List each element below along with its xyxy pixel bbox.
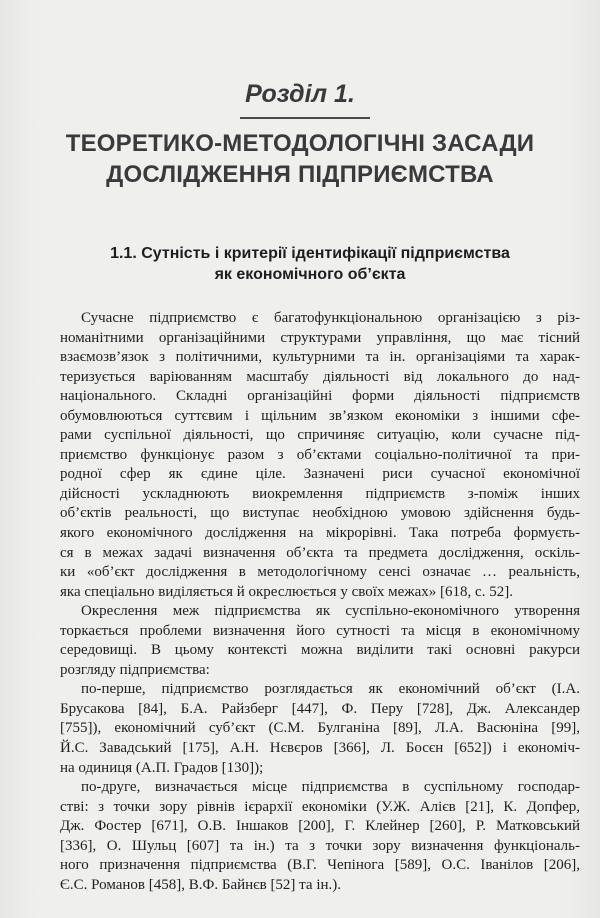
- body-text: [60, 309, 580, 895]
- section-title-line: 1.1. Сутність і критерії ідентифікації підприємства: [110, 245, 510, 262]
- chapter-title-line: ТЕОРЕТИКО-МЕТОДОЛОГІЧНІ ЗАСАДИ: [65, 130, 535, 157]
- text-line: ного призначення підприємства (В.Г. Чепінога [589], О.С. Іванілов [206],: [60, 857, 580, 874]
- chapter-title: [0, 128, 600, 190]
- text-line: Брусакова [84], Б.А. Райзберг [447], Ф. Перу [728], Дж. Александер: [60, 700, 580, 717]
- text-line: торкається проблеми визначення його сутності та місця в економічному: [60, 622, 580, 639]
- text-line: [336], О. Шульц [607] та ін.) та з точки зору визначення функціональ-: [60, 837, 580, 854]
- text-line: на одиниця (А.П. Градов [130]);: [60, 759, 264, 776]
- text-line: середовищі. В цьому контексті можна виділити такі основні ракурси: [60, 642, 580, 659]
- chapter-underline: [240, 117, 370, 119]
- section-title-line: як економічного об’єкта: [214, 266, 406, 283]
- text-line: [755]), економічний суб’єкт (С.М. Булганіна [89], Л.А. Васюніна [99],: [60, 720, 580, 737]
- text-line: об’єктів реальності, що виступає необхідною умовою здійснення будь-: [60, 505, 580, 522]
- text-line: ся в межах задачі визначення об’єкта та предмета дослідження, оскіль-: [60, 544, 580, 561]
- text-line: по-перше, підприємство розглядається як економічний об’єкт (І.А.: [81, 681, 580, 698]
- text-line: номанітними організаційними структурами управління, що має тісний: [60, 329, 580, 346]
- text-line: яка спеціально виділяється й окреслюється у своїх межах» [618, с. 52].: [60, 583, 513, 600]
- text-line: Сучасне підприємство є багатофункціональною організацією з різ-: [81, 310, 580, 326]
- text-line: стві: з точки зору рівнів ієрархії економіки (У.Ж. Алієв [21], К. Допфер,: [60, 798, 580, 815]
- text-line: дійсності ускладнюють виокремлення підприємств з-поміж інших: [60, 485, 580, 502]
- text-line: якого економічного дослідження на мікрорівні. Така потреба формуєть-: [60, 525, 580, 542]
- section-title: [60, 243, 560, 285]
- text-line: національного. Складні організаційні форми діяльності підприємств: [60, 388, 580, 405]
- text-line: ки «об’єкт дослідження в методологічному сенсі означає … реальність,: [60, 564, 580, 581]
- chapter-title-line: ДОСЛІДЖЕННЯ ПІДПРИЄМСТВА: [106, 161, 494, 188]
- text-line: теризується варіюванням масштабу діяльності від локального до над-: [60, 368, 580, 385]
- text-line: приємство функціонує разом з об’єктами соціально-політичної та при-: [60, 446, 580, 463]
- chapter-label: Розділ 1.: [245, 80, 355, 108]
- text-line: Є.С. Романов [458], В.Ф. Байнєв [52] та ін.).: [60, 876, 342, 893]
- text-line: родної сфер як єдине ціле. Зазначені риси сучасної економічної: [60, 466, 580, 483]
- text-line: Дж. Фостер [671], О.В. Іншаков [200], Г. Клейнер [260], Р. Матковський: [60, 818, 580, 835]
- text-line: взаємозв’язок з політичними, культурними та ін. організаціями та харак-: [60, 349, 580, 366]
- text-line: рами суспільної діяльності, що спричиняє ситуацію, коли сучасне під-: [60, 427, 580, 444]
- text-line: Окреслення меж підприємства як суспільно-економічного утворення: [81, 603, 580, 620]
- text-line: по-друге, визначається місце підприємства в суспільному господар-: [81, 779, 580, 796]
- text-line: обумовлюються суттєвим і щільним зв’язком економіки з іншими сфе-: [60, 407, 580, 424]
- text-line: Й.С. Завадський [175], А.Н. Нєвєров [366], Л. Босєн [652]) і економіч-: [60, 740, 580, 757]
- text-line: розгляду підприємства:: [60, 661, 210, 678]
